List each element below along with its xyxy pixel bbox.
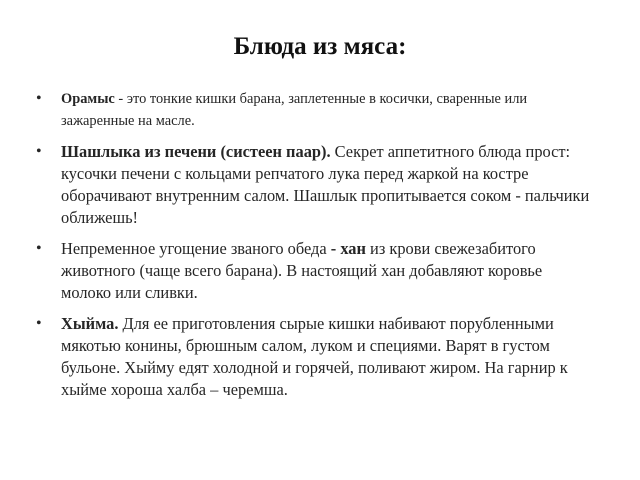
- bullet-text: Для ее приготовления сырые кишки набивают порубленными мякотью конины, брюшным салом, луком и специями. Варят в густом бульоне. Хыйму едят холодной и горячей, поливают жиром. На гарнир к хыйме хороша халба – черемша.: [61, 314, 568, 399]
- bullet-text: Секрет аппетитного блюда прост: кусочки печени с кольцами репчатого лука перед жаркой на костре оборачивают внутренним салом. Шашлык пропитывается соком - пальчики оближешь!: [61, 142, 590, 227]
- bullet-list: [36, 88, 596, 410]
- bullet-dot-icon: •: [36, 143, 42, 160]
- bullet-dot-icon: •: [36, 240, 42, 257]
- bullet-text: из крови свежезабитого животного (чаще всего барана). В настоящий хан добавляют коровье молоко или сливки.: [61, 239, 543, 302]
- bullet-pre-text: Непременное угощение званого обеда: [61, 239, 331, 258]
- bullet-item-shashlyk: [36, 141, 596, 229]
- slide-title: Блюда из мяса:: [233, 33, 407, 60]
- bullet-term: - хан: [330, 239, 366, 258]
- bullet-item-khan: [36, 238, 596, 304]
- bullet-item-khyima: [36, 313, 596, 401]
- bullet-dot-icon: •: [36, 90, 42, 107]
- bullet-dot-icon: •: [36, 315, 42, 332]
- bullet-item-oramys: [36, 88, 596, 132]
- bullet-term: Орамыс: [61, 91, 115, 107]
- bullet-term: Шашлыка из печени (систеен паар).: [61, 142, 331, 161]
- bullet-term: Хыйма.: [61, 314, 119, 333]
- bullet-text: - это тонкие кишки барана, заплетенные в косички, сваренные или зажаренные на масле.: [61, 91, 528, 129]
